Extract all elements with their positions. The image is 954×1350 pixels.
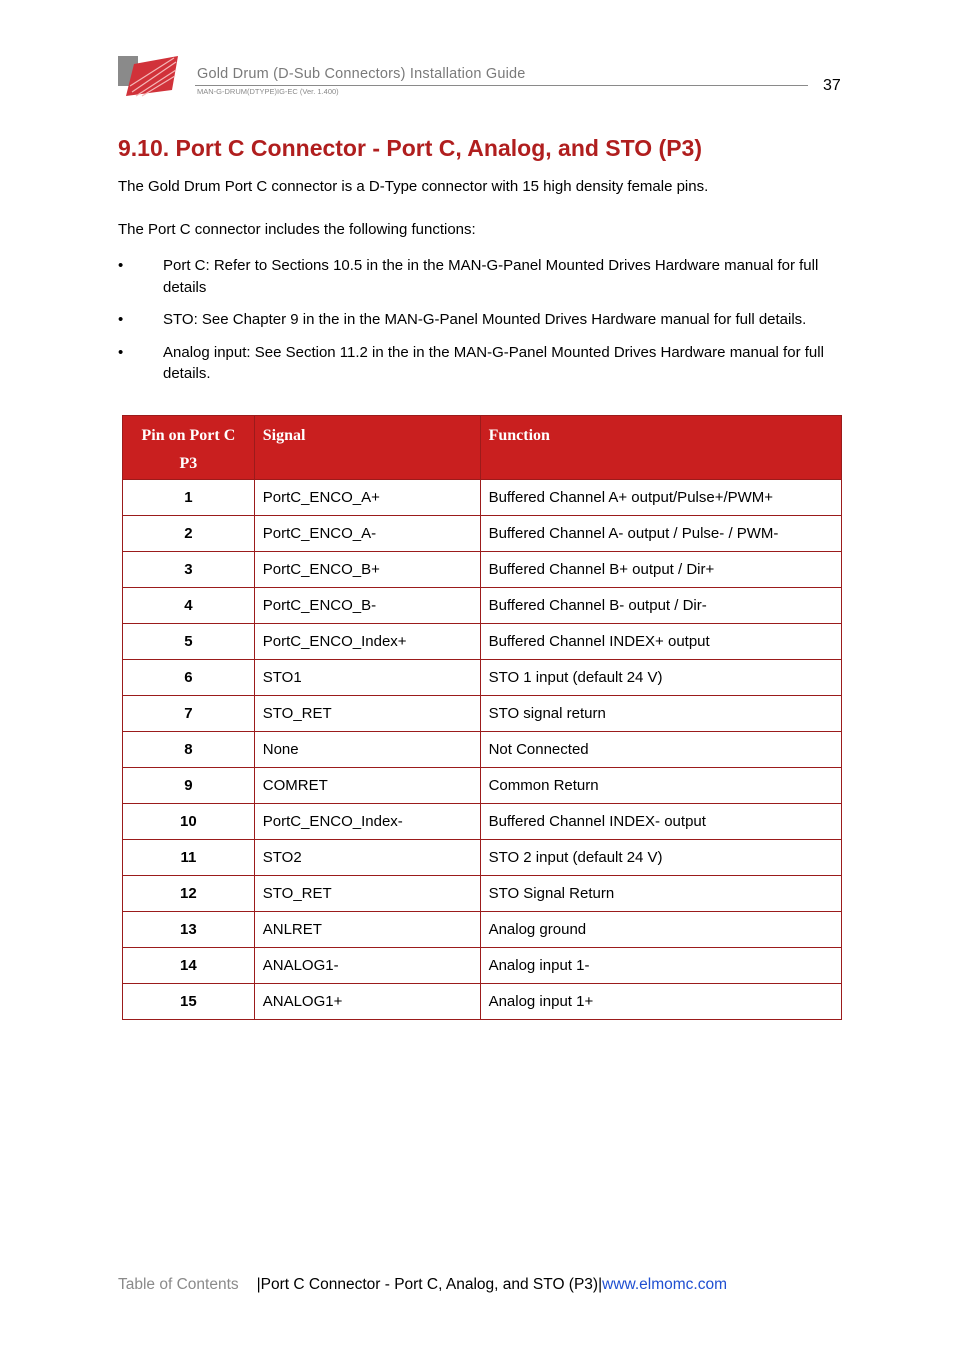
pin-cell: 3 (123, 552, 255, 588)
signal-cell: PortC_ENCO_A+ (254, 480, 480, 516)
signal-cell: None (254, 732, 480, 768)
functions-intro: The Port C connector includes the following functions: (118, 221, 476, 238)
table-body (123, 480, 842, 1020)
function-cell: Buffered Channel A+ output/Pulse+/PWM+ (480, 480, 841, 516)
function-cell: Analog ground (480, 912, 841, 948)
function-cell: Common Return (480, 768, 841, 804)
signal-cell: STO1 (254, 660, 480, 696)
pin-cell: 11 (123, 840, 255, 876)
pin-cell: 12 (123, 876, 255, 912)
function-cell: Buffered Channel INDEX+ output (480, 624, 841, 660)
website-link[interactable]: www.elmomc.com (602, 1276, 728, 1293)
signal-cell: ANALOG1+ (254, 984, 480, 1020)
header-divider (195, 85, 808, 86)
table-row (123, 552, 842, 588)
section-heading: 9.10. Port C Connector - Port C, Analog, and STO (P3) (118, 135, 703, 161)
list-item-text: STO: See Chapter 9 in the in the MAN-G-Panel Mounted Drives Hardware manual for full details. (163, 311, 807, 328)
list-item-text: Analog input: See Section 11.2 in the in the MAN-G-Panel Mounted Drives Hardware manual for full details. (163, 343, 824, 382)
table-row (123, 624, 842, 660)
pin-cell: 8 (123, 732, 255, 768)
list-item (118, 309, 838, 331)
page-number: 37 (823, 77, 841, 94)
table-row (123, 516, 842, 552)
footer-section-text: |Port C Connector - Port C, Analog, and STO (P3)| (256, 1276, 603, 1293)
function-cell: Buffered Channel INDEX- output (480, 804, 841, 840)
table-row (123, 948, 842, 984)
pin-cell: 7 (123, 696, 255, 732)
pin-cell: 6 (123, 660, 255, 696)
list-item (118, 255, 838, 298)
pin-cell: 2 (123, 516, 255, 552)
signal-cell: STO_RET (254, 696, 480, 732)
signal-cell: STO2 (254, 840, 480, 876)
function-cell: STO signal return (480, 696, 841, 732)
table-row (123, 768, 842, 804)
elmo-logo-icon (118, 52, 180, 98)
pin-cell: 1 (123, 480, 255, 516)
functions-list (118, 255, 838, 396)
table-row (123, 588, 842, 624)
table-row (123, 696, 842, 732)
pin-cell: 13 (123, 912, 255, 948)
page-footer (118, 1276, 727, 1294)
table-row (123, 660, 842, 696)
column-header-signal: Signal (254, 416, 480, 480)
table-row (123, 876, 842, 912)
function-cell: STO Signal Return (480, 876, 841, 912)
pin-cell: 5 (123, 624, 255, 660)
signal-cell: ANALOG1- (254, 948, 480, 984)
bullet-icon: • (118, 257, 124, 274)
list-item (118, 342, 838, 385)
pin-cell: 10 (123, 804, 255, 840)
intro-paragraph: The Gold Drum Port C connector is a D-Type connector with 15 high density female pins. (118, 178, 709, 195)
pin-cell: 15 (123, 984, 255, 1020)
signal-cell: PortC_ENCO_B- (254, 588, 480, 624)
table-of-contents-link[interactable]: Table of Contents (118, 1276, 239, 1293)
table-row (123, 804, 842, 840)
header-title: Gold Drum (D-Sub Connectors) Installation Guide (197, 66, 526, 82)
function-cell: Buffered Channel B- output / Dir- (480, 588, 841, 624)
signal-cell: COMRET (254, 768, 480, 804)
pin-cell: 4 (123, 588, 255, 624)
table-row (123, 984, 842, 1020)
pin-cell: 9 (123, 768, 255, 804)
signal-cell: PortC_ENCO_Index+ (254, 624, 480, 660)
function-cell: Buffered Channel A- output / Pulse- / PWM- (480, 516, 841, 552)
bullet-icon: • (118, 311, 124, 328)
list-item-text: Port C: Refer to Sections 10.5 in the in the MAN-G-Panel Mounted Drives Hardware manual for full details (163, 257, 819, 296)
function-cell: Analog input 1+ (480, 984, 841, 1020)
signal-cell: PortC_ENCO_B+ (254, 552, 480, 588)
function-cell: Analog input 1- (480, 948, 841, 984)
function-cell: STO 2 input (default 24 V) (480, 840, 841, 876)
table-row (123, 912, 842, 948)
pinout-table (122, 415, 842, 1020)
header-doc-code: MAN-G-DRUM(DTYPE)IG-EC (Ver. 1.400) (197, 87, 339, 96)
table-row (123, 840, 842, 876)
column-header-pin: Pin on Port C P3 (123, 416, 255, 480)
bullet-icon: • (118, 343, 124, 361)
table-header-row (123, 416, 842, 480)
pin-cell: 14 (123, 948, 255, 984)
function-cell: STO 1 input (default 24 V) (480, 660, 841, 696)
column-header-function: Function (480, 416, 841, 480)
signal-cell: ANLRET (254, 912, 480, 948)
signal-cell: STO_RET (254, 876, 480, 912)
signal-cell: PortC_ENCO_A- (254, 516, 480, 552)
table-row (123, 732, 842, 768)
signal-cell: PortC_ENCO_Index- (254, 804, 480, 840)
table-row (123, 480, 842, 516)
function-cell: Buffered Channel B+ output / Dir+ (480, 552, 841, 588)
function-cell: Not Connected (480, 732, 841, 768)
